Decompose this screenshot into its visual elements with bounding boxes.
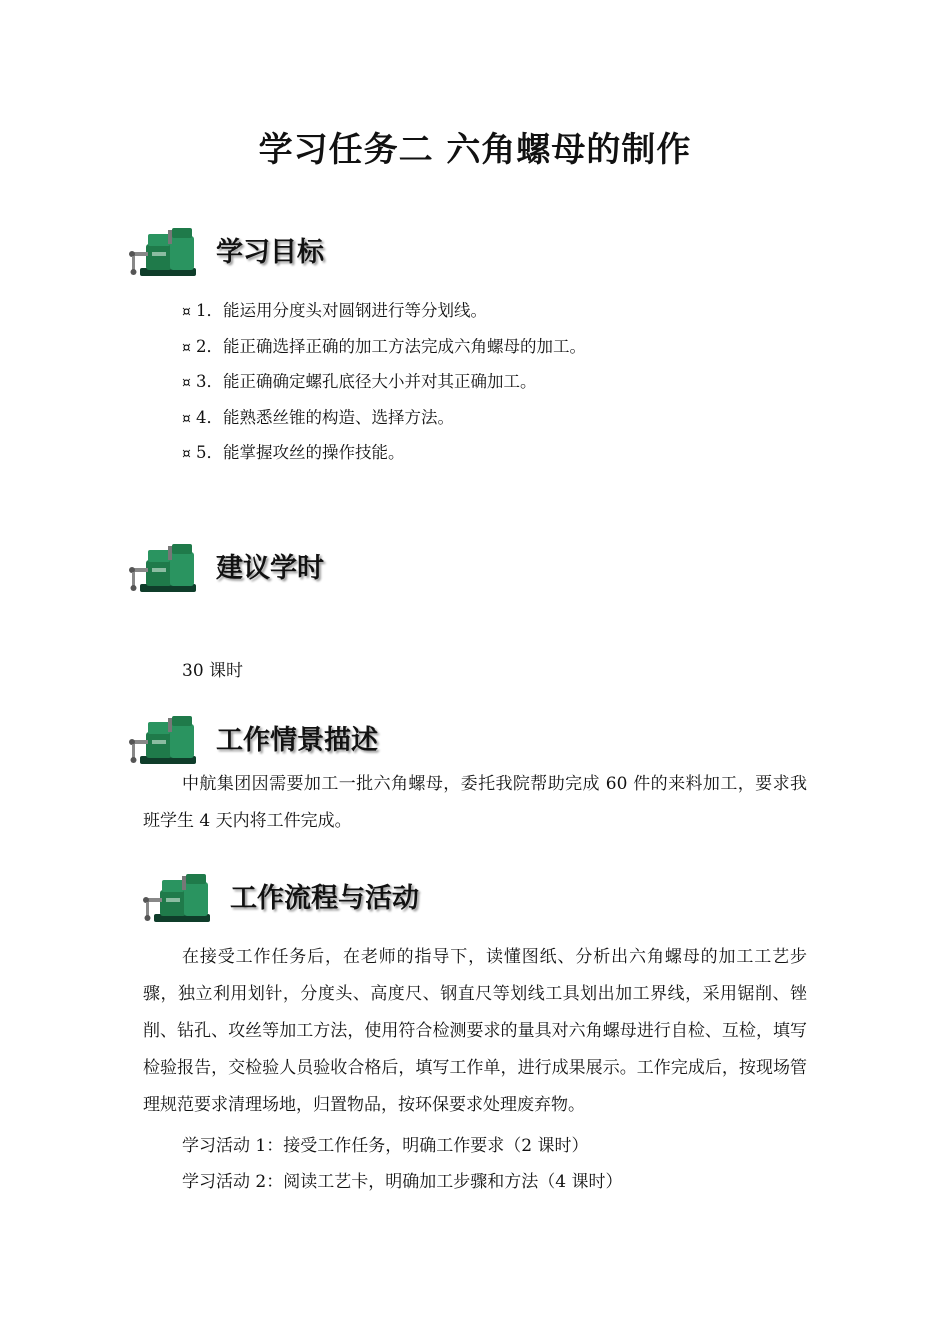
activity-item-2: 学习活动 2：阅读工艺卡，明确加工步骤和方法（4 课时） [182, 1172, 623, 1192]
objectives-list [182, 296, 586, 474]
scenario-paragraph: 中航集团因需要加工一批六角螺母，委托我院帮助完成 60 件的来料加工，要求我班学生 4 天内将工件完成。 [143, 774, 807, 831]
section-title-scenario: 工作情景描述 [216, 725, 378, 756]
bullet: ¤ [182, 446, 191, 462]
bullet: ¤ [182, 304, 191, 320]
page-title: 学习任务二 六角螺母的制作 [258, 130, 692, 170]
hours-value: 30 课时 [182, 661, 244, 681]
section-header-scenario [128, 710, 468, 770]
section-title-hours: 建议学时 [216, 553, 324, 584]
process-paragraph: 在接受工作任务后，在老师的指导下，读懂图纸、分析出六角螺母的加工工艺步骤，独立利用划针，分度头、高度尺、钢直尺等划线工具划出加工界线，采用锯削、锉削、钻孔、攻丝等加工方法，使用符合检测要求的量具对六角螺母进行自检、互检，填写检验报告，交检验人员验收合格后，填写工作单，进行成果展示。工作完成后，按现场管理规范要求清理场地，归置物品，按环保要求处理废弃物。 [143, 947, 807, 1115]
section-header-objectives [128, 222, 428, 282]
bench-vise-icon [128, 538, 206, 598]
list-item: ¤ 4．能熟悉丝锥的构造、选择方法。 [182, 403, 586, 439]
list-item: ¤ 5．能掌握攻丝的操作技能。 [182, 438, 586, 474]
section-header-process [142, 868, 482, 928]
section-header-hours [128, 538, 428, 598]
bullet: ¤ [182, 339, 191, 356]
list-item: ¤ 3．能正确确定螺孔底径大小并对其正确加工。 [182, 367, 586, 403]
section-title-objectives: 学习目标 [216, 237, 324, 268]
section-title-process: 工作流程与活动 [230, 883, 419, 914]
bullet: ¤ [182, 375, 191, 391]
bench-vise-icon [128, 710, 206, 770]
list-item: ¤ 2．能正确选择正确的加工方法完成六角螺母的加工。 [182, 332, 586, 368]
bench-vise-icon [142, 868, 220, 928]
activity-item-1: 学习活动 1：接受工作任务，明确工作要求（2 课时） [182, 1136, 589, 1156]
list-item: ¤ 1．能运用分度头对圆钢进行等分划线。 [182, 296, 586, 332]
bullet: ¤ [182, 410, 191, 427]
bench-vise-icon [128, 222, 206, 282]
